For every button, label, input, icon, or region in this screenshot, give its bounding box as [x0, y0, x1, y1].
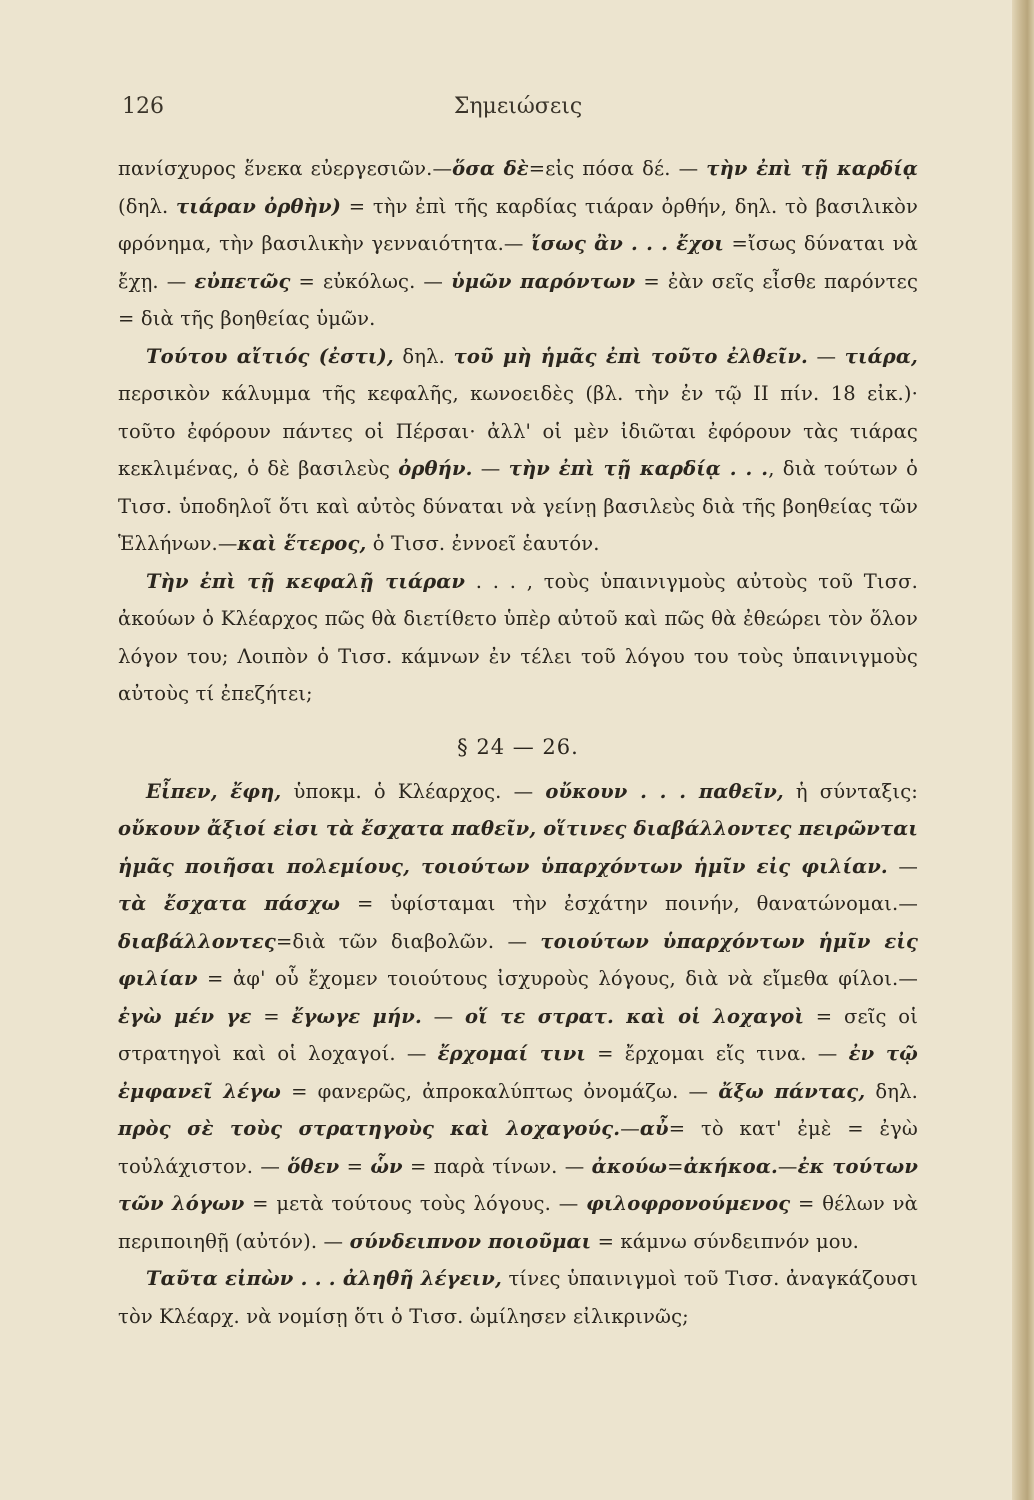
gloss-text: = φανερῶς, ἀπροκαλύπτως ὀνομάζω. — — [280, 1079, 719, 1103]
gloss-text: , διὰ τούτων ὁ Τισσ. ὑποδηλοῖ ὅτι καὶ αὐτὸς δύναται νὰ γείνῃ βασιλεὺς διὰ τῆς βοηθείας τῶν Ἑλλήνων.— — [118, 457, 918, 555]
paragraph-4 — [118, 773, 918, 1261]
gloss-text: = παρὰ τίνων. — — [402, 1154, 592, 1178]
lemma-text: ἄξω πάντας, — [718, 1079, 866, 1103]
section-heading: § 24 — 26. — [457, 734, 579, 759]
gloss-text: = τὴν ἐπὶ τῆς καρδίας τιάραν ὀρθήν, δηλ. τὸ βασιλικὸν φρόνημα, τὴν βασιλικὴν γενναιότητα.— — [118, 194, 918, 255]
paragraph-5 — [118, 1260, 918, 1335]
gloss-text: = κάμνω σύνδειπνόν μου. — [591, 1229, 860, 1253]
gloss-text: . . . , τοὺς ὑπαινιγμοὺς αὐτοὺς τοῦ Τισσ. ἀκούων ὁ Κλέαρχος πῶς θὰ διετίθετο ὑπὲρ αὐτοῦ καὶ πῶς θὰ ἐθεώρει τὸν ὅλον λόγον του; Λοιπὸν ὁ Τισσ. κάμνων ἐν τέλει τοῦ λόγου του τοὺς ὑπαινιγμοὺς αὐτοὺς τί ἐπεζήτει; — [118, 569, 918, 705]
gloss-text: — — [887, 854, 918, 878]
lemma-text: ἐν τῷ ἐμφανεῖ λέγω — [118, 1042, 918, 1103]
gloss-text: = εὐκόλως. — — [290, 269, 452, 293]
lemma-text: ἔγωγε μήν. — [291, 1004, 422, 1028]
lemma-text: ὧν — [370, 1154, 403, 1178]
paragraph-3 — [118, 563, 918, 713]
lemma-text: ὀρθήν. — [398, 457, 473, 480]
gloss-text: =εἰς πόσα δέ. — — [528, 157, 707, 180]
lemma-text: οὔκουν . . . παθεῖν, — [545, 779, 784, 803]
lemma-text: Τούτου αἴτιός (ἐστι), — [146, 344, 394, 368]
lemma-text: τὴν ἐπὶ τῇ καρδίᾳ — [706, 157, 918, 180]
gloss-text: — — [620, 1117, 640, 1140]
gloss-text: = ἀφ' οὗ ἔχομεν τοιούτους ἰσχυροὺς λόγους, διὰ νὰ εἴμεθα φίλοι.— — [197, 967, 918, 990]
gloss-text: = ἐὰν σεῖς εἶσθε παρόντες = διὰ τῆς βοηθείας ὑμῶν. — [118, 269, 919, 330]
lemma-text: διαβάλλοντες — [118, 929, 276, 953]
gloss-text: = ὑφίσταμαι τὴν ἐσχάτην ποινήν, θανατώνομαι.— — [340, 892, 918, 915]
lemma-text: ὅθεν — [287, 1154, 340, 1178]
lemma-text: τιάραν ὀρθὴν) — [176, 194, 342, 218]
gloss-text: =ἴσως δύναται νὰ ἔχῃ. — — [118, 232, 918, 293]
lemma-text: ἔρχομαί τινι — [437, 1042, 586, 1065]
lemma-text: ἀκούω — [591, 1154, 668, 1178]
gloss-text: = ἔρχομαι εἴς τινα. — — [585, 1042, 849, 1065]
gloss-text: — — [807, 344, 845, 368]
gloss-text: — — [472, 457, 509, 480]
lemma-text: ἴσως ἂν . . . ἔχοι — [531, 232, 724, 255]
gloss-text: = σεῖς οἱ στρατηγοὶ καὶ οἱ λοχαγοί. — — [118, 1004, 918, 1065]
gloss-text: πανίσχυρος ἕνεκα εὐεργεσιῶν.— — [118, 157, 453, 180]
gloss-text: = τὸ κατ' ἐμὲ = ἐγὼ τοὐλάχιστον. — — [118, 1117, 918, 1178]
gloss-text: δηλ. — [865, 1079, 918, 1103]
lemma-text: φιλοφρονούμενος — [586, 1192, 791, 1215]
lemma-text: τὴν ἐπὶ τῇ καρδίᾳ . . . — [508, 457, 769, 480]
gloss-text: — — [777, 1154, 798, 1178]
lemma-text: πρὸς σὲ τοὺς στρατηγοὺς καὶ λοχαγούς. — [118, 1117, 621, 1140]
lemma-text: καὶ ἕτερος, — [237, 532, 367, 555]
paragraph-2 — [118, 338, 918, 563]
lemma-text: Εἶπεν, ἔφη, — [146, 779, 282, 803]
lemma-text: ἐγὼ μέν γε — [118, 1004, 252, 1028]
page-body — [118, 150, 918, 1335]
gloss-text: ἡ σύνταξις: — [783, 779, 918, 803]
running-head — [118, 94, 918, 134]
lemma-text: ἐκ τούτων τῶν λόγων — [118, 1154, 918, 1215]
lemma-text: ὑμῶν παρόντων — [451, 269, 636, 293]
gloss-text: = — [251, 1004, 292, 1028]
gloss-text: = — [339, 1154, 371, 1178]
lemma-text: Ταῦτα εἰπὼν . . . ἀληθῆ λέγειν, — [146, 1267, 502, 1290]
running-title: Σημειώσεις — [453, 94, 583, 119]
paragraph-1 — [118, 150, 918, 338]
lemma-text: τὰ ἔσχατα πάσχω — [118, 892, 341, 915]
lemma-text: αὖ — [639, 1117, 669, 1140]
lemma-text: τιάρα, — [844, 344, 918, 368]
gloss-text: (δηλ. — [118, 194, 176, 218]
gloss-text: = θέλων νὰ περιποιηθῇ (αὐτόν). — — [118, 1192, 918, 1253]
gloss-text: περσικὸν κάλυμμα τῆς κεφαλῆς, κωνοειδὲς (βλ. τὴν ἐν τῷ ΙΙ πίν. 18 εἰκ.)· τοῦτο ἐφόρουν πάντες οἱ Πέρσαι· ἀλλ' οἱ μὲν ἰδιῶται ἐφόρουν τὰς τιάρας κεκλιμένας, ὁ δὲ βασιλεὺς — [118, 382, 918, 480]
lemma-text: τοιούτων ὑπαρχόντων ἡμῖν εἰς φιλίαν — [118, 929, 918, 990]
gloss-text: ὑποκμ. ὁ Κλέαρχος. — — [281, 779, 546, 803]
lemma-text: ὅσα δὲ — [452, 157, 529, 180]
gloss-text: δηλ. — [393, 344, 454, 368]
lemma-text: εὐπετῶς — [194, 269, 291, 293]
lemma-text: οὔκουν ἄξιοί εἰσι τὰ ἔσχατα παθεῖν, οἵτινες διαβάλλοντες πειρῶνται ἡμᾶς ποιῆσαι πολεμίους, τοιούτων ὑπαρχόντων ἡμῖν εἰς φιλίαν. — [118, 817, 918, 878]
lemma-text: οἵ τε στρατ. καὶ οἱ λοχαγοὶ — [465, 1004, 805, 1028]
gloss-text: = μετὰ τούτους τοὺς λόγους. — — [244, 1192, 587, 1215]
lemma-text: σύνδειπνον ποιοῦμαι — [349, 1229, 592, 1253]
gloss-text: τίνες ὑπαινιγμοὶ τοῦ Τισσ. ἀναγκάζουσι τὸν Κλέαρχ. νὰ νομίσῃ ὅτι ὁ Τισσ. ὡμίλησεν εἰλικρινῶς; — [118, 1267, 918, 1328]
page — [118, 94, 918, 1335]
page-number: 126 — [122, 94, 164, 119]
gloss-text: =διὰ τῶν διαβολῶν. — — [275, 929, 541, 953]
gloss-text: = — [667, 1154, 684, 1178]
gloss-text: ὁ Τισσ. ἐννοεῖ ἑαυτόν. — [366, 532, 600, 555]
gloss-text: — — [421, 1004, 466, 1028]
book-spine-edge — [1012, 0, 1034, 1500]
lemma-text: ἀκήκοα. — [683, 1154, 778, 1178]
lemma-text: Τὴν ἐπὶ τῇ κεφαλῇ τιάραν — [146, 569, 466, 593]
lemma-text: τοῦ μὴ ἡμᾶς ἐπὶ τοῦτο ἐλθεῖν. — [453, 344, 808, 368]
